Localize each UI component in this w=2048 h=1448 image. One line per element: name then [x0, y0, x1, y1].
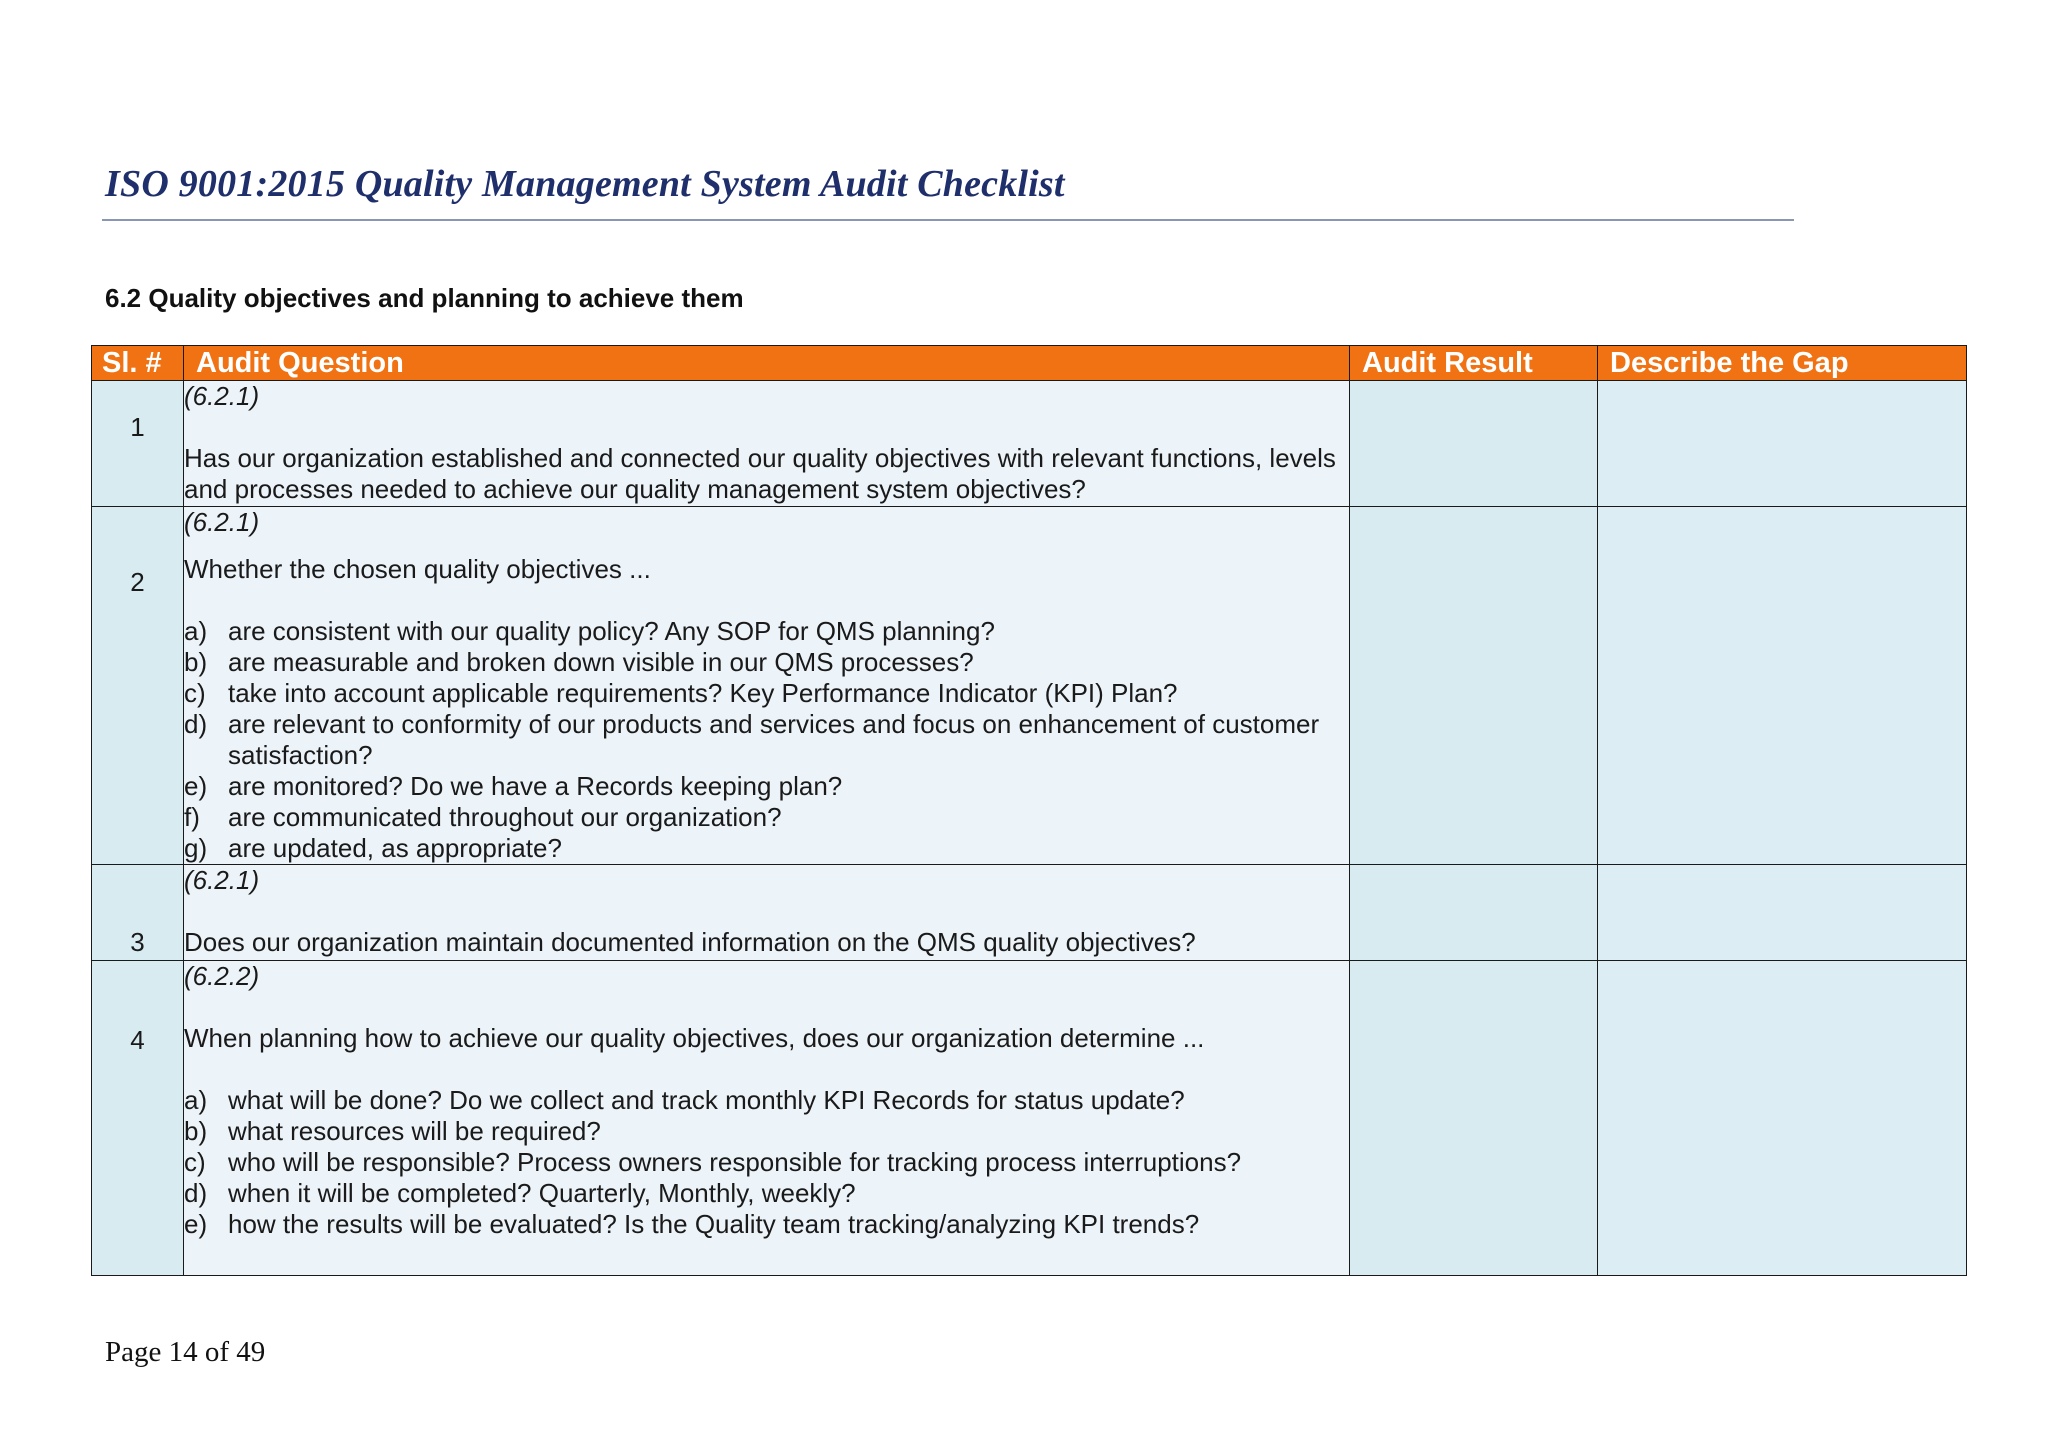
list-item: f) are communicated throughout our organization? [184, 802, 782, 832]
header-audit-question: Audit Question [184, 346, 1350, 381]
row-number: 4 [130, 1025, 145, 1055]
table-row [92, 865, 1967, 961]
clause-reference: (6.2.1) [184, 381, 260, 411]
describe-gap-cell[interactable] [1598, 961, 1967, 1276]
question-cell [184, 961, 1350, 1276]
question-cell [184, 865, 1350, 961]
list-item: c) who will be responsible? Process owners responsible for tracking process interruptions? [184, 1147, 1242, 1177]
question-text: Has our organization established and connected our quality objectives with relevant functions, levels and processes needed to achieve our quality management system objectives? [184, 443, 1336, 504]
question-cell [184, 507, 1350, 865]
table-header-row [92, 346, 1967, 381]
list-item: d) are relevant to conformity of our products and services and focus on enhancement of customer satisfaction? [184, 709, 1320, 770]
question-text: Whether the chosen quality objectives ... [184, 554, 651, 584]
question-cell [184, 381, 1350, 507]
describe-gap-cell[interactable] [1598, 507, 1967, 865]
table-row [92, 507, 1967, 865]
title-divider [102, 219, 1794, 221]
header-describe-gap: Describe the Gap [1598, 346, 1967, 381]
list-item: g) are updated, as appropriate? [184, 833, 562, 863]
list-item: c) take into account applicable requirements? Key Performance Indicator (KPI) Plan? [184, 678, 1178, 708]
document-title: ISO 9001:2015 Quality Management System Audit Checklist [105, 163, 1065, 205]
list-item: e) are monitored? Do we have a Records keeping plan? [184, 771, 843, 801]
describe-gap-cell[interactable] [1598, 381, 1967, 507]
row-number-cell [92, 381, 184, 507]
audit-result-cell[interactable] [1350, 381, 1598, 507]
sub-question-list [184, 1085, 1349, 1240]
row-number-cell [92, 865, 184, 961]
question-text: When planning how to achieve our quality objectives, does our organization determine ... [184, 1023, 1205, 1053]
question-text: Does our organization maintain documented information on the QMS quality objectives? [184, 927, 1196, 957]
audit-result-cell[interactable] [1350, 865, 1598, 961]
list-item: d) when it will be completed? Quarterly, Monthly, weekly? [184, 1178, 856, 1208]
row-number-cell [92, 961, 184, 1276]
list-item: a) what will be done? Do we collect and track monthly KPI Records for status update? [184, 1085, 1185, 1115]
list-item: b) are measurable and broken down visible in our QMS processes? [184, 647, 974, 677]
audit-checklist-table [91, 345, 1967, 1276]
list-item: b) what resources will be required? [184, 1116, 601, 1146]
table-row [92, 961, 1967, 1276]
section-heading: 6.2 Quality objectives and planning to achieve them [105, 283, 744, 313]
audit-result-cell[interactable] [1350, 961, 1598, 1276]
row-number: 2 [130, 567, 145, 597]
clause-reference: (6.2.1) [184, 865, 260, 895]
clause-reference: (6.2.1) [184, 507, 260, 537]
row-number-cell [92, 507, 184, 865]
table-row [92, 381, 1967, 507]
page-number: Page 14 of 49 [105, 1336, 266, 1368]
clause-reference: (6.2.2) [184, 961, 260, 991]
header-sl-no: Sl. # [92, 346, 184, 381]
row-number: 3 [130, 927, 145, 957]
list-item: e) how the results will be evaluated? Is the Quality team tracking/analyzing KPI trends? [184, 1209, 1200, 1239]
describe-gap-cell[interactable] [1598, 865, 1967, 961]
row-number: 1 [130, 412, 145, 442]
sub-question-list [184, 616, 1349, 864]
list-item: a) are consistent with our quality policy? Any SOP for QMS planning? [184, 616, 995, 646]
audit-result-cell[interactable] [1350, 507, 1598, 865]
header-audit-result: Audit Result [1350, 346, 1598, 381]
